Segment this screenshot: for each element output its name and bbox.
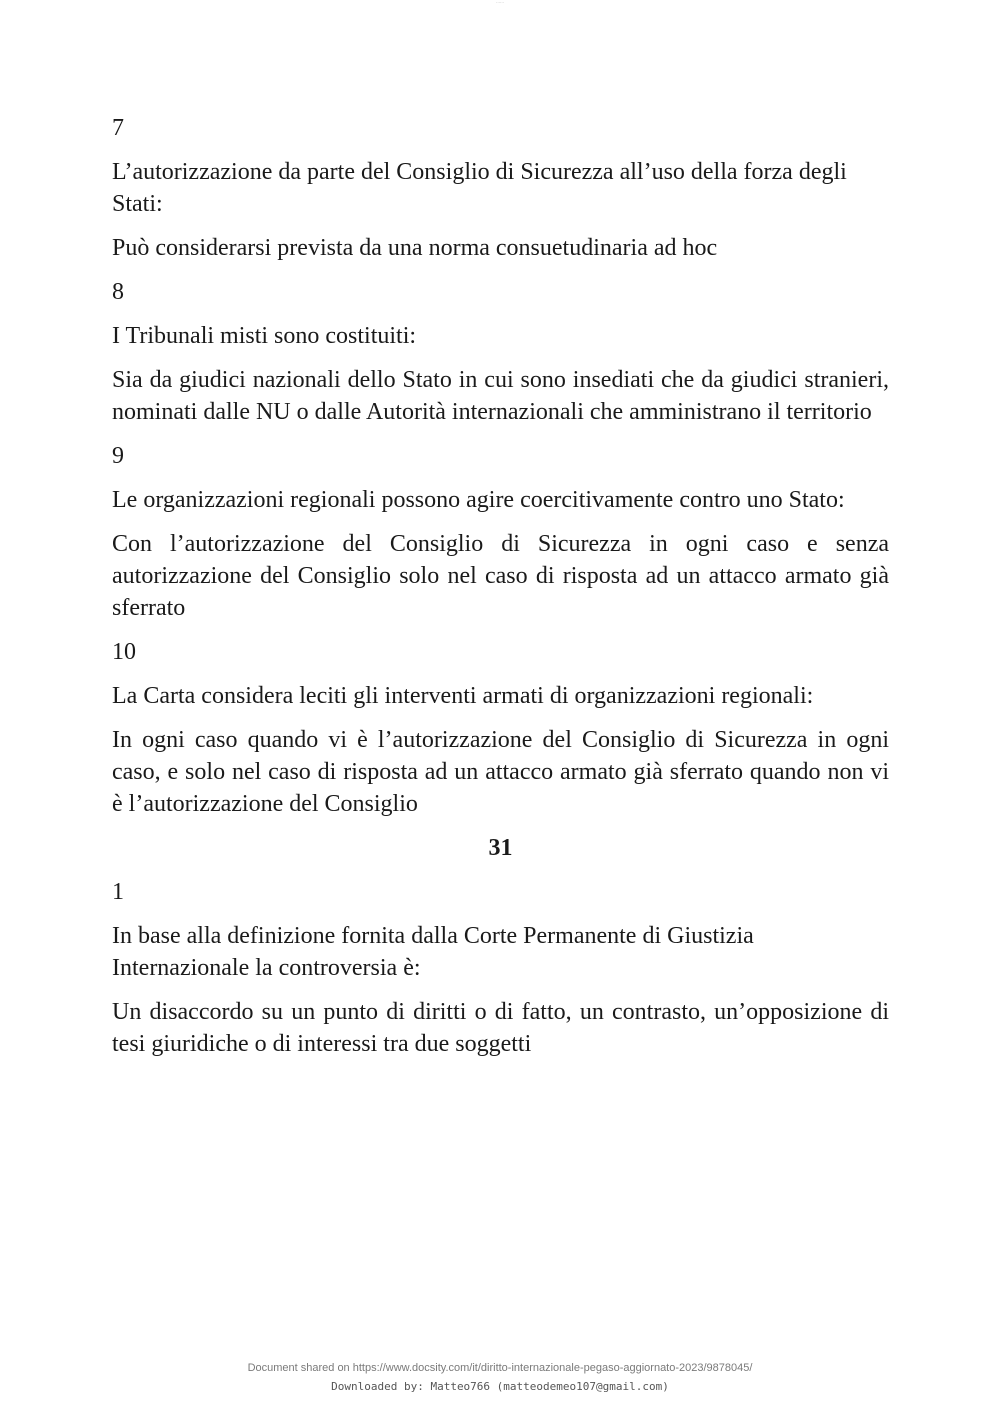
top-watermark: ······ <box>496 0 504 5</box>
footer-shared-link[interactable]: Document shared on https://www.docsity.com/it/diritto-internazionale-pegaso-aggiornato-2023/9878045/ <box>247 1362 753 1374</box>
footer-downloaded-by: Downloaded by: Matteo766 (matteodemeo107@gmail.com) <box>331 1380 669 1393</box>
question-text: Le organizzazioni regionali possono agire coercitivamente contro uno Stato: <box>112 487 845 513</box>
question-block-9 <box>112 440 889 624</box>
answer-text: Con l’autorizzazione del Consiglio di Sicurezza in ogni caso e senza autorizzazione del Consiglio solo nel caso di risposta ad un attacco armato già sferrato <box>112 531 889 621</box>
question-text: In base alla definizione fornita dalla Corte Permanente di Giustizia Internazionale la controversia è: <box>112 923 754 981</box>
question-block-10 <box>112 636 889 820</box>
question-text: I Tribunali misti sono costituiti: <box>112 323 417 349</box>
question-number: 7 <box>112 115 124 141</box>
answer-text: Può considerarsi prevista da una norma consuetudinaria ad hoc <box>112 235 718 261</box>
question-number: 8 <box>112 279 124 305</box>
question-text: La Carta considera leciti gli interventi armati di organizzazioni regionali: <box>112 683 814 709</box>
answer-text: Un disaccordo su un punto di diritti o di fatto, un contrasto, un’opposizione di tesi giuridiche o di interessi tra due soggetti <box>112 999 889 1057</box>
answer-text: Sia da giudici nazionali dello Stato in cui sono insediati che da giudici stranieri, nominati dalle NU o dalle Autorità internazionali che amministrano il territorio <box>112 367 889 425</box>
question-block-1 <box>112 876 889 1060</box>
question-number: 10 <box>112 639 136 665</box>
document-body <box>112 112 889 1072</box>
question-block-7 <box>112 112 889 264</box>
question-number: 1 <box>112 879 124 905</box>
question-text: L’autorizzazione da parte del Consiglio di Sicurezza all’uso della forza degli Stati: <box>112 159 847 217</box>
question-block-8 <box>112 276 889 428</box>
section-heading: 31 <box>488 835 513 861</box>
answer-text: In ogni caso quando vi è l’autorizzazione del Consiglio di Sicurezza in ogni caso, e solo nel caso di risposta ad un attacco armato già sferrato quando non vi è l’autorizzazione del Consiglio <box>112 727 889 817</box>
question-number: 9 <box>112 443 124 469</box>
